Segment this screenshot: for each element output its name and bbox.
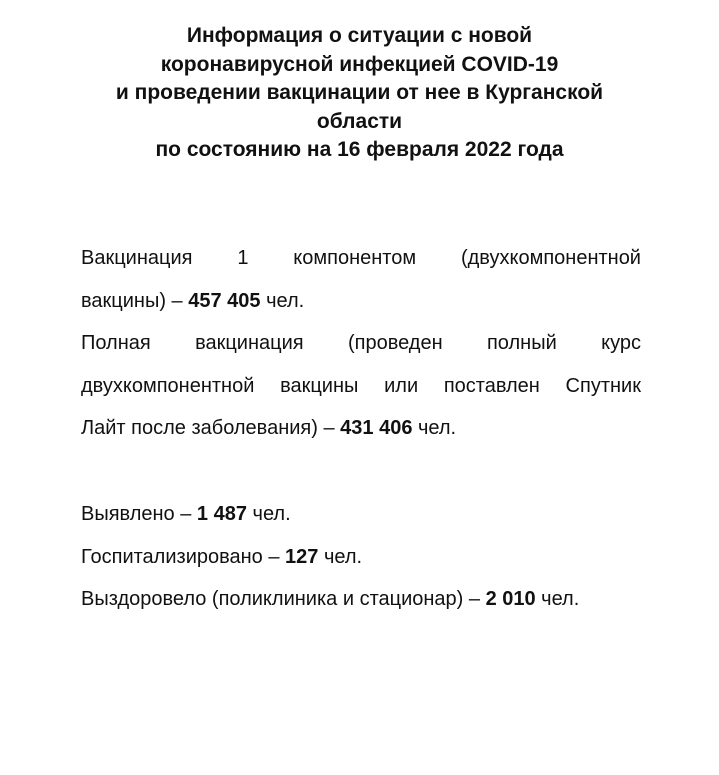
title-line-4: области (316, 109, 403, 133)
word: Полная (81, 332, 151, 354)
word: или (384, 374, 419, 397)
full-vaccination-label: Лайт после заболевания) – (81, 417, 341, 439)
first-component-vaccination-paragraph (81, 237, 641, 322)
title-line-3: и проведении вакцинации от нее в Курганской (115, 81, 604, 104)
hospitalized-label: Госпитализировано – (81, 545, 286, 568)
detected-value: 1 487 (196, 503, 247, 525)
recovered-value: 2 010 (485, 588, 536, 610)
detected-label: Выявлено – (81, 503, 197, 525)
full-vaccination-line-2 (81, 365, 641, 408)
word: Вакцинация (81, 247, 193, 269)
document-title (0, 22, 719, 165)
word: курс (601, 332, 641, 354)
first-component-label: вакцины) – (81, 289, 189, 312)
word: 1 (237, 247, 249, 269)
first-component-line-2 (81, 280, 641, 323)
word: вакцинация (195, 332, 304, 354)
word: Спутник (565, 374, 641, 397)
word: двухкомпонентной (81, 374, 255, 397)
title-line-1: Информация о ситуации с новой (186, 24, 533, 47)
recovered-unit: чел. (535, 588, 580, 610)
word: (двухкомпонентной (460, 247, 641, 269)
full-vaccination-value: 431 406 (340, 417, 413, 439)
first-component-unit: чел. (260, 289, 305, 312)
cases-section (81, 493, 641, 621)
hospitalized-unit: чел. (318, 545, 363, 568)
detected-line (81, 493, 641, 536)
recovered-line (81, 578, 641, 621)
detected-unit: чел. (246, 503, 291, 525)
title-line-2: коронавирусной инфекцией COVID-19 (160, 52, 559, 76)
first-component-line-1 (81, 237, 641, 280)
full-vaccination-unit: чел. (412, 417, 457, 439)
recovered-label: Выздоровело (поликлиника и стационар) – (81, 588, 486, 610)
word: поставлен (443, 374, 540, 397)
word: вакцины (280, 374, 359, 397)
word: (проведен (347, 332, 443, 354)
hospitalized-line (81, 536, 641, 579)
hospitalized-value: 127 (285, 545, 319, 568)
full-vaccination-line-3 (81, 407, 641, 450)
full-vaccination-paragraph (81, 322, 641, 450)
vaccination-section (81, 237, 641, 450)
word: компонентом (293, 247, 417, 269)
full-vaccination-line-1 (81, 322, 641, 365)
first-component-value: 457 405 (188, 289, 261, 312)
title-line-5: по состоянию на 16 февраля 2022 года (155, 138, 564, 161)
word: полный (486, 332, 557, 354)
